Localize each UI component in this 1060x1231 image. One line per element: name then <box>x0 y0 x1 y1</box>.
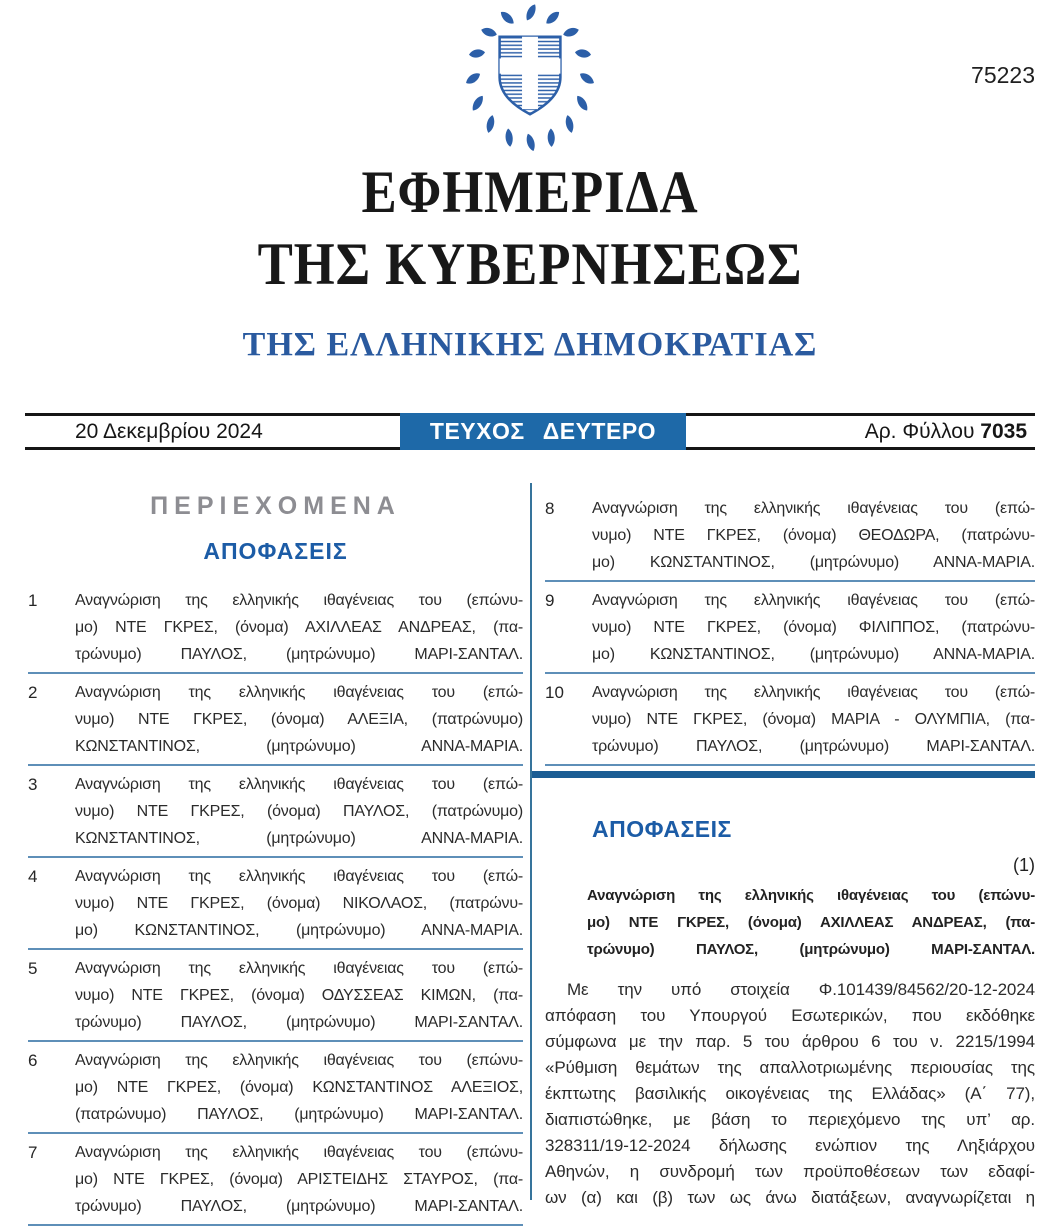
decision-number: (1) <box>1013 855 1035 875</box>
masthead-subtitle: ΤΗΣ ΕΛΛΗΝΙΚΗΣ ΔΗΜΟΚΡΑΤΙΑΣ <box>242 326 818 363</box>
toc-item-text: Αναγνώριση της ελληνικής ιθαγένειας του (επώνυ- μο) ΝΤΕ ΓΚΡΕΣ, (όνομα) ΚΩΝΣΤΑΝΤΙΝΟΣ ΑΛΕΞΙΟΣ, (πατρώνυμο) ΠΑΥΛΟΣ, (μητρώνυμο) ΜΑΡΙ-ΣΑΝΤΑΛ. <box>75 1052 523 1123</box>
sheet-number <box>865 416 1027 447</box>
toc-column-1 <box>28 587 523 1226</box>
sheet-number-label: Αρ. Φύλλου <box>864 420 975 443</box>
section-separator-bar <box>532 771 1035 778</box>
toc-item-number: 2 <box>28 683 38 702</box>
toc-item-8 <box>545 495 1035 582</box>
toc-column-2 <box>545 495 1035 766</box>
toc-item-text: Αναγνώριση της ελληνικής ιθαγένειας του (επώνυ- μο) ΝΤΕ ΓΚΡΕΣ, (όνομα) ΑΡΙΣΤΕΙΔΗΣ ΣΤΑΥΡΟΣ, (πα- τρώνυμο) ΠΑΥΛΟΣ, (μητρώνυμο) ΜΑΡΙ-ΣΑΝΤΑΛ. <box>75 1144 523 1215</box>
toc-item-1 <box>28 587 523 674</box>
masthead-title <box>64 156 997 300</box>
toc-item-text: Αναγνώριση της ελληνικής ιθαγένειας του (επώ- νυμο) ΝΤΕ ΓΚΡΕΣ, (όνομα) ΜΑΡΙΑ - ΟΛΥΜΠΙΑ, (πα- τρώνυμο) ΠΑΥΛΟΣ, (μητρώνυμο) ΜΑΡΙ-ΣΑΝΤΑΛ. <box>592 684 1035 755</box>
toc-item-5 <box>28 955 523 1042</box>
toc-item-text: Αναγνώριση της ελληνικής ιθαγένειας του (επώ- νυμο) ΝΤΕ ΓΚΡΕΣ, (όνομα) ΟΔΥΣΣΕΑΣ ΚΙΜΩΝ, (πα- τρώνυμο) ΠΑΥΛΟΣ, (μητρώνυμο) ΜΑΡΙ-ΣΑΝΤΑΛ. <box>75 960 523 1031</box>
toc-item-2 <box>28 679 523 766</box>
decisions-section-heading: ΑΠΟΦΑΣΕΙΣ <box>592 816 732 842</box>
toc-item-number: 3 <box>28 775 38 794</box>
toc-item-9 <box>545 587 1035 674</box>
sheet-number-value: 7035 <box>980 420 1027 443</box>
toc-item-7 <box>28 1139 523 1226</box>
decision-title: Αναγνώριση της ελληνικής ιθαγένειας του (επώνυ- μο) ΝΤΕ ΓΚΡΕΣ, (όνομα) ΑΧΙΛΛΕΑΣ ΑΝΔΡΕΑΣ, (πα- τρώνυμο) ΠΑΥΛΟΣ, (μητρώνυμο) ΜΑΡΙ-ΣΑΝΤΑΛ. <box>587 887 1035 958</box>
toc-item-number: 5 <box>28 959 38 978</box>
issue-type-badge: ΤΕΥΧΟΣ ΔΕΥΤΕΡΟ <box>400 413 686 450</box>
toc-item-text: Αναγνώριση της ελληνικής ιθαγένειας του (επώ- νυμο) ΝΤΕ ΓΚΡΕΣ, (όνομα) ΦΙΛΙΠΠΟΣ, (πατρώνυ- μο) ΚΩΝΣΤΑΝΤΙΝΟΣ, (μητρώνυμο) ΑΝΝΑ-ΜΑΡΙΑ. <box>592 592 1035 663</box>
toc-item-number: 9 <box>545 591 555 610</box>
toc-item-number: 1 <box>28 591 38 610</box>
toc-item-number: 8 <box>545 499 555 518</box>
toc-item-6 <box>28 1047 523 1134</box>
toc-item-text: Αναγνώριση της ελληνικής ιθαγένειας του (επώ- νυμο) ΝΤΕ ΓΚΡΕΣ, (όνομα) ΑΛΕΞΙΑ, (πατρώνυμο) ΚΩΝΣΤΑΝΤΙΝΟΣ, (μητρώνυμο) ΑΝΝΑ-ΜΑΡΙΑ. <box>75 684 523 755</box>
column-divider <box>530 483 532 1200</box>
page-number: 75223 <box>971 62 1035 88</box>
toc-item-number: 7 <box>28 1143 38 1162</box>
contents-heading: ΠΕΡΙΕΧΟΜΕΝΑ <box>150 492 401 520</box>
toc-item-text: Αναγνώριση της ελληνικής ιθαγένειας του (επώνυ- μο) ΝΤΕ ΓΚΡΕΣ, (όνομα) ΑΧΙΛΛΕΑΣ ΑΝΔΡΕΑΣ, (πα- τρώνυμο) ΠΑΥΛΟΣ, (μητρώνυμο) ΜΑΡΙ-ΣΑΝΤΑΛ. <box>75 592 523 663</box>
contents-subheading: ΑΠΟΦΑΣΕΙΣ <box>203 538 348 564</box>
toc-item-4 <box>28 863 523 950</box>
toc-item-10 <box>545 679 1035 766</box>
toc-item-text: Αναγνώριση της ελληνικής ιθαγένειας του (επώ- νυμο) ΝΤΕ ΓΚΡΕΣ, (όνομα) ΠΑΥΛΟΣ, (πατρώνυμο) ΚΩΝΣΤΑΝΤΙΝΟΣ, (μητρώνυμο) ΑΝΝΑ-ΜΑΡΙΑ. <box>75 776 523 847</box>
toc-item-3 <box>28 771 523 858</box>
greek-national-emblem-icon <box>455 2 605 154</box>
issue-bar <box>25 413 1035 450</box>
masthead-title-line2: ΤΗΣ ΚΥΒΕΡΝΗΣΕΩΣ <box>257 231 803 297</box>
toc-item-number: 6 <box>28 1051 38 1070</box>
right-column <box>545 485 1035 1211</box>
toc-item-text: Αναγνώριση της ελληνικής ιθαγένειας του (επώ- νυμο) ΝΤΕ ΓΚΡΕΣ, (όνομα) ΘΕΟΔΩΡΑ, (πατρώνυ- μο) ΚΩΝΣΤΑΝΤΙΝΟΣ, (μητρώνυμο) ΑΝΝΑ-ΜΑΡΙΑ. <box>592 500 1035 571</box>
issue-date: 20 Δεκεμβρίου 2024 <box>75 420 263 443</box>
decision-body: Με την υπό στοιχεία Φ.101439/84562/20-12-2024 απόφαση του Υπουργού Εσωτερικών, που εκδόθηκε σύμφωνα με την παρ. 5 του άρθρου 6 του ν. 2215/1994 «Ρύθμιση θεμάτων της απαλλοτριωμένης περιουσίας της έκπτωτης βασιλικής οικογένειας της Ελλάδας» (Α΄ 77), διαπιστώθηκε, με βάση το περιεχόμενο της υπ’ αρ. 328311/19-12-2024 δήλωσης ενώπιον της Ληξιάρχου Αθηνών, η συνδρομή των προϋποθέσεων των εδαφί- ων (α) και (β) των ως άνω διατάξεων, αναγνωρίζεται η <box>545 980 1035 1207</box>
toc-item-text: Αναγνώριση της ελληνικής ιθαγένειας του (επώ- νυμο) ΝΤΕ ΓΚΡΕΣ, (όνομα) ΝΙΚΟΛΑΟΣ, (πατρώνυ- μο) ΚΩΝΣΤΑΝΤΙΝΟΣ, (μητρώνυμο) ΑΝΝΑ-ΜΑΡΙΑ. <box>75 868 523 939</box>
masthead-title-line1: ΕΦΗΜΕΡΙΔΑ <box>361 159 699 225</box>
left-column <box>28 485 523 1231</box>
toc-item-number: 4 <box>28 867 38 886</box>
toc-item-number: 10 <box>545 683 564 702</box>
